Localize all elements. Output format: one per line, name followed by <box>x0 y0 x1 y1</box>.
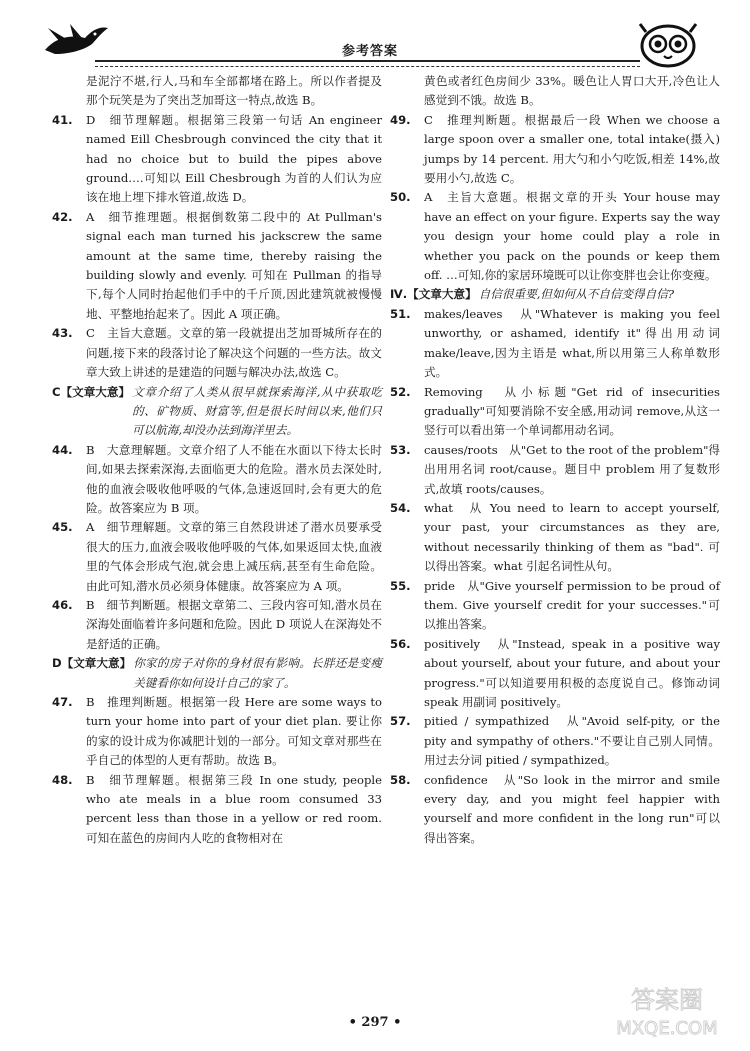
answer-item <box>52 771 382 849</box>
answer-text: Removing 从小标题"Get rid of insecurities gradually"可知要消除不安全感,用动词 remove,从这一竖行可以看出第一个单词都用动名词。 <box>424 384 720 438</box>
answer-item <box>390 441 720 499</box>
answer-item <box>52 208 382 324</box>
question-number: 55. <box>390 578 411 593</box>
answer-text: 是泥泞不堪,行人,马和车全部都堵在路上。所以作者提及那个玩笑是为了突出芝加哥这一特点,故选 B。 <box>86 74 382 108</box>
owl-icon <box>636 22 700 68</box>
answer-text: B 大意理解题。文章介绍了人不能在水面以下待太长时间,如果去探索深海,去面临更大的危险。潜水员去深处时,他的血液会吸收他呼吸的气体,急速返回时,会有更大的危险。故答案应为 B 项。 <box>86 442 382 515</box>
page-number: • 297 • <box>348 1015 402 1030</box>
question-number: 47. <box>52 695 73 709</box>
question-number: 57. <box>390 714 411 729</box>
question-number: 53. <box>390 442 411 457</box>
question-number: 44. <box>52 442 73 457</box>
answer-text: makes/leaves 从"Whatever is making you feel unworthy, or ashamed, identify it"得出用动词 make/leave,因为主语是 what,所以用第三人称单数形式。 <box>424 306 720 380</box>
section-summary <box>390 285 720 304</box>
svg-text:MXQE.COM: MXQE.COM <box>616 1018 718 1039</box>
answer-item <box>52 111 382 208</box>
answer-text: pitied / sympathized 从"Avoid self-pity, or the pity and sympathy of others."不要让自己别人同情。用过去分词 pitied / sympathized。 <box>424 714 720 768</box>
answer-item <box>390 635 720 713</box>
section-label: Ⅳ.【文章大意】 <box>390 287 477 302</box>
answer-item <box>390 111 720 189</box>
answer-item <box>52 324 382 382</box>
answer-text: B 细节理解题。根据第三段 In one study, people who ate meals in a blue room consumed 33 percent less than those in a yellow or red room. 可知在蓝色的房间内人吃的食物相对在 <box>86 772 382 845</box>
answer-text: C 推理判断题。根据最后一段 When we choose a large spoon over a smaller one, total intake(摄入) jumps by 14 percent. 用大勺和小勺吃饭,相差 14%,故要用小勺,故选 C。 <box>424 112 720 186</box>
answer-text: D 细节理解题。根据第三段第一句话 An engineer named Eill Chesbrough convinced the city that it had no choice but to build the pipes above ground….可知以 Eill Chesbrough 为首的人们认为应该在地上埋下排水管道,故选 D。 <box>86 112 382 205</box>
answer-item <box>390 771 720 849</box>
section-text: 文章介绍了人类从很早就探索海洋,从中获取吃的、矿物质、财富等,但是很长时间以来,他们只可以航海,却没办法到海洋里去。 <box>132 384 382 438</box>
answer-item <box>390 499 720 577</box>
left-column <box>52 72 382 848</box>
answer-item <box>390 712 720 770</box>
answer-item <box>52 441 382 519</box>
page-header <box>40 20 700 70</box>
answer-item <box>390 72 720 111</box>
answer-text: A 细节理解题。文章的第三自然段讲述了潜水员要承受很大的压力,血液会吸收他呼吸的气体,如果返回太快,血液里的气体会形成气泡,就会患上减压病,甚至有生命危险。由此可知,潜水员必须身体健康。故答案应为 A 项。 <box>86 520 382 593</box>
question-number: 48. <box>52 772 73 787</box>
svg-text:答案圈: 答案圈 <box>631 986 703 1014</box>
question-number: 43. <box>52 326 73 341</box>
answer-item <box>52 518 382 596</box>
question-number: 51. <box>390 306 411 321</box>
question-number: 58. <box>390 772 411 787</box>
answer-item <box>390 305 720 383</box>
answer-item <box>390 577 720 635</box>
section-label: C【文章大意】 <box>52 384 131 399</box>
header-rule <box>95 60 640 62</box>
right-column <box>390 72 720 848</box>
section-summary <box>52 383 382 441</box>
question-number: 52. <box>390 384 411 399</box>
answer-text: what 从 You need to learn to accept yourself, your past, your circumstances as they are, without necessarily thinking of them as "bad". 可以得出答案。what 引起名词性从句。 <box>424 500 720 574</box>
answer-text: A 细节推理题。根据倒数第二段中的 At Pullman's signal each man turned his jackscrew the same amount at the same time, thereby raising the building slowly and evenly. 可知在 Pullman 的指导下,每个人同时抬起他们手中的千斤顶,因此建筑就被慢慢地、平整地抬起来了。因此 A 项正确。 <box>86 209 382 321</box>
header-dashed-rule <box>95 66 640 67</box>
watermark-logo <box>592 980 742 1040</box>
answer-text: 黄色或者红色房间少 33%。暖色让人胃口大开,冷色让人感觉到不饿。故选 B。 <box>424 74 720 108</box>
answer-text: positively 从"Instead, speak in a positive way about yourself, about your future, and about your progress."可以知道要用积极的态度说自己。修饰动词 speak 用副词 positively。 <box>424 636 720 709</box>
answer-text: B 细节判断题。根据文章第二、三段内容可知,潜水员在深海处面临着许多问题和危险。因此 D 项说人在深海处不是舒适的正确。 <box>86 597 382 651</box>
answer-text: A 主旨大意题。根据文章的开头 Your house may have an effect on your figure. Experts say the way you design your home could play a role in whether you pack on the pounds or keep them off. …可知,你的家居环境既可以让你变胖也会让你变瘦。 <box>424 190 720 283</box>
answer-item <box>52 596 382 654</box>
section-summary <box>52 654 382 693</box>
answer-text: B 推理判断题。根据第一段 Here are some ways to turn your home into part of your diet plan. 要让你的家的设计成为你减肥计划的一部分。可知文章对那些在乎自己的体型的人更有帮助。故选 B。 <box>86 695 382 768</box>
answer-item <box>52 693 382 771</box>
header-title: 参考答案 <box>341 44 398 59</box>
answer-item <box>390 188 720 285</box>
question-number: 56. <box>390 636 411 651</box>
question-number: 41. <box>52 112 73 127</box>
section-label: D【文章大意】 <box>52 656 132 671</box>
question-number: 49. <box>390 112 411 127</box>
section-text: 你家的房子对你的身材很有影响。长胖还是变瘦关键看你如何设计自己的家了。 <box>133 656 382 690</box>
question-number: 54. <box>390 500 411 515</box>
answer-item <box>52 72 382 111</box>
section-text: 自信很重要,但如何从不自信变得自信? <box>478 287 675 302</box>
question-number: 50. <box>390 190 411 205</box>
answer-text: pride 从"Give yourself permission to be proud of them. Give yourself credit for your successes."可以推出答案。 <box>424 578 720 632</box>
answer-item <box>390 383 720 441</box>
answer-text: confidence 从"So look in the mirror and smile every day, and you might feel happier with yourself and more confident in the long run"可以得出答案。 <box>424 772 720 845</box>
question-number: 42. <box>52 209 73 224</box>
answer-text: causes/roots 从"Get to the root of the problem"得出用用名词 root/cause。题目中 problem 用了复数形式,故填 roots/causes。 <box>424 442 720 496</box>
answer-text: C 主旨大意题。文章的第一段就提出芝加哥城所存在的问题,接下来的段落讨论了解决这个问题的一些方法。故文章大致上讲述的是建造的问题与解决办法,故选 C。 <box>86 326 382 380</box>
question-number: 46. <box>52 597 73 612</box>
question-number: 45. <box>52 520 73 535</box>
